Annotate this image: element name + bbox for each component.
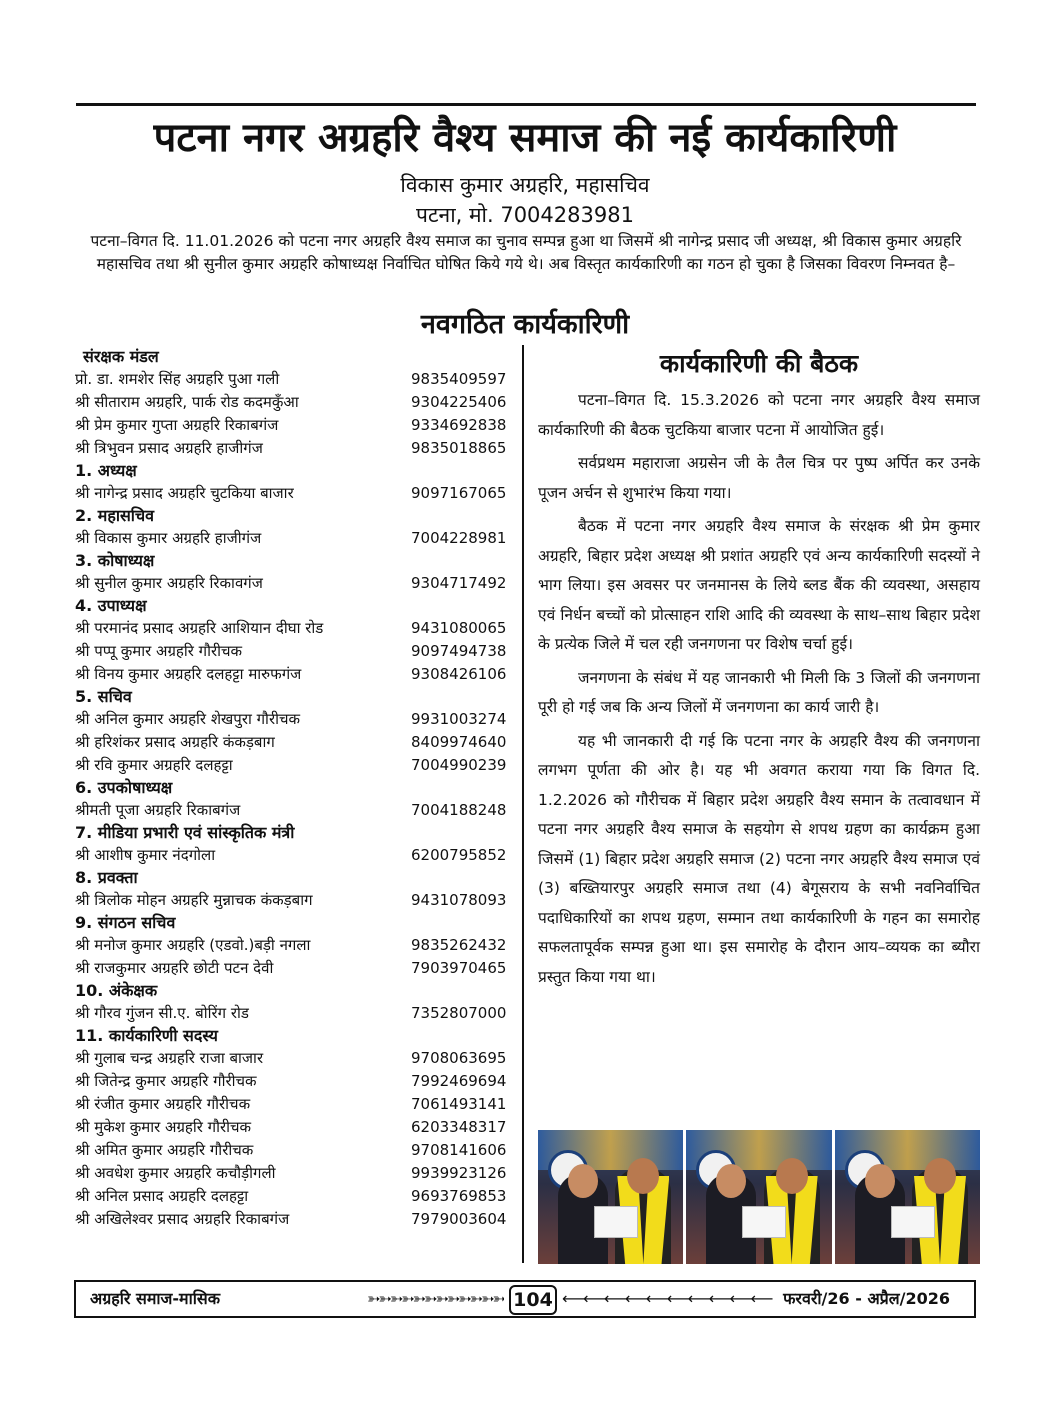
member-row <box>75 663 515 686</box>
meeting-paragraph: जनगणना के संबंध में यह जानकारी भी मिली कि 3 जिलों की जनगणना पूरी हो गई जब कि अन्य जिलों में जनगणना का कार्य जारी है। <box>538 668 980 716</box>
member-row <box>75 1162 515 1185</box>
ornament-right-icon: ⟵⟵⟵⟵⟵⟵⟵⟵⟵⟵ <box>562 1289 772 1308</box>
member-row <box>75 708 515 731</box>
member-name: श्री राजकुमार अग्रहरि छोटी पटन देवी <box>75 959 274 977</box>
member-row <box>75 957 515 980</box>
member-name: श्री जितेन्द्र कुमार अग्रहरि गौरीचक <box>75 1072 257 1090</box>
byline-place: पटना, मो. 7004283981 <box>416 203 634 227</box>
member-name: श्री विनय कुमार अग्रहरि दलहट्टा मारुफगंज <box>75 665 302 683</box>
intro-paragraph: पटना–विगत दि. 11.01.2026 को पटना नगर अग्रहरि वैश्य समाज का चुनाव सम्पन्न हुआ था जिसमें श्री नागेन्द्र प्रसाद जी अध्यक्ष, श्री विकास कुमार अग्रहरि महासचिव तथा श्री सुनील कुमार अग्रहरि कोषाध्यक्ष निर्वाचित घोषित किये गये थे। अब विस्तृत कार्यकारिणी का गठन हो चुका है जिसका विवरण निम्नवत है– <box>90 232 962 273</box>
member-row <box>75 1047 515 1070</box>
member-name: श्री रवि कुमार अग्रहरि दलहट्टा <box>75 756 233 774</box>
member-row <box>75 391 515 414</box>
member-phone: 9304225406 <box>411 393 507 411</box>
member-phone: 9431080065 <box>411 619 507 637</box>
member-name: श्री मनोज कुमार अग्रहरि (एडवो.)बड़ी नगला <box>75 936 311 954</box>
page-footer <box>74 1280 976 1318</box>
member-phone: 6203348317 <box>411 1118 507 1136</box>
member-row <box>75 1002 515 1025</box>
member-phone: 9931003274 <box>411 710 507 728</box>
member-row <box>75 617 515 640</box>
committee-list <box>75 346 515 1231</box>
page-number: 104 <box>509 1285 557 1315</box>
member-name: श्री गौरव गुंजन सी.ए. बोरिंग रोड <box>75 1004 249 1022</box>
member-name: श्री त्रिलोक मोहन अग्रहरि मुन्नाचक कंकड़बाग <box>75 891 313 909</box>
member-row <box>75 844 515 867</box>
member-name: श्री आशीष कुमार नंदगोला <box>75 846 216 864</box>
member-phone: 9097167065 <box>411 484 507 502</box>
member-row <box>75 889 515 912</box>
member-name: श्री अमित कुमार अग्रहरि गौरीचक <box>75 1141 254 1159</box>
member-phone: 8409974640 <box>411 733 507 751</box>
member-row <box>75 1185 515 1208</box>
member-row <box>75 1070 515 1093</box>
member-phone: 9431078093 <box>411 891 507 909</box>
member-row <box>75 572 515 595</box>
member-name: श्रीमती पूजा अग्रहरि रिकाबगंज <box>75 801 241 819</box>
member-row <box>75 414 515 437</box>
member-phone: 7979003604 <box>411 1210 507 1228</box>
member-row <box>75 1093 515 1116</box>
top-rule <box>76 103 976 106</box>
member-name: श्री रंजीत कुमार अग्रहरि गौरीचक <box>75 1095 251 1113</box>
member-name: श्री अखिलेश्वर प्रसाद अग्रहरि रिकाबगंज <box>75 1210 290 1228</box>
event-photo <box>538 1130 683 1264</box>
member-name: श्री परमानंद प्रसाद अग्रहरि आशियान दीघा रोड <box>75 619 324 637</box>
member-name: श्री सुनील कुमार अग्रहरि रिकावगंज <box>75 574 263 592</box>
member-row <box>75 1116 515 1139</box>
ornament-left-icon: ➳➳➳➳➳➳➳➳➳➳➳➳ <box>367 1289 504 1308</box>
member-name: श्री पप्पू कुमार अग्रहरि गौरीचक <box>75 642 243 660</box>
event-photo <box>835 1130 980 1264</box>
member-row <box>75 527 515 550</box>
committee-group-label: 3. कोषाध्यक्ष <box>75 551 155 570</box>
member-row <box>75 437 515 460</box>
member-row <box>75 1139 515 1162</box>
member-row <box>75 1208 515 1231</box>
committee-group-label: 8. प्रवक्ता <box>75 868 138 887</box>
member-phone: 9835262432 <box>411 936 507 954</box>
member-phone: 9308426106 <box>411 665 507 683</box>
member-name: श्री हरिशंकर प्रसाद अग्रहरि कंकड़बाग <box>75 733 275 751</box>
member-phone: 9835409597 <box>411 370 507 388</box>
issue-date: फरवरी/26 - अप्रैल/2026 <box>783 1289 950 1308</box>
member-row <box>75 368 515 391</box>
column-divider <box>522 345 524 1263</box>
member-row <box>75 482 515 505</box>
member-name: श्री अनिल कुमार अग्रहरि शेखपुरा गौरीचक <box>75 710 301 728</box>
committee-group-label: 11. कार्यकारिणी सदस्य <box>75 1026 218 1045</box>
committee-group-label: 10. अंकेक्षक <box>75 981 158 1000</box>
event-photos <box>538 1130 980 1264</box>
member-name: श्री मुकेश कुमार अग्रहरि गौरीचक <box>75 1118 252 1136</box>
byline-name: विकास कुमार अग्रहरि, महासचिव <box>400 173 650 197</box>
meeting-paragraph: पटना–विगत दि. 15.3.2026 को पटना नगर अग्रहरि वैश्य समाज कार्यकारिणी की बैठक चुटकिया बाजार पटना में आयोजित हुई। <box>538 391 980 439</box>
committee-group-label: 5. सचिव <box>75 687 132 706</box>
article-title: पटना नगर अग्रहरि वैश्य समाज की नई कार्यकारिणी <box>153 115 897 161</box>
member-phone: 9708063695 <box>411 1049 507 1067</box>
meeting-paragraph: बैठक में पटना नगर अग्रहरि वैश्य समाज के संरक्षक श्री प्रेम कुमार अग्रहरि, बिहार प्रदेश अध्यक्ष श्री प्रशांत अग्रहरि एवं अन्य कार्यकारिणी सदस्यों ने भाग लिया। इस अवसर पर जनमानस के लिये ब्लड बैंक की व्यवस्था, असहाय एवं निर्धन बच्चों को प्रोत्साहन राशि आदि की व्यवस्था के साथ–साथ बिहार प्रदेश के प्रत्येक जिले में चल रही जनगणना पर विशेष चर्चा हुई। <box>538 517 980 653</box>
member-phone: 7992469694 <box>411 1072 507 1090</box>
member-phone: 7004990239 <box>411 756 507 774</box>
member-phone: 9708141606 <box>411 1141 507 1159</box>
member-name: श्री प्रेम कुमार गुप्ता अग्रहरि रिकाबगंज <box>75 416 279 434</box>
committee-group-label: 7. मीडिया प्रभारी एवं सांस्कृतिक मंत्री <box>75 823 295 842</box>
committee-group-label: संरक्षक मंडल <box>83 347 159 366</box>
meeting-paragraph: यह भी जानकारी दी गई कि पटना नगर के अग्रहरि वैश्य की जनगणना लगभग पूर्णता की ओर है। यह भी अवगत कराया गया कि विगत दि. 1.2.2026 को गौरीचक में बिहार प्रदेश अग्रहरि वैश्य समान के तत्वावधान में पटना नगर अग्रहरि वैश्य समाज के सहयोग से शपथ ग्रहण का कार्यक्रम हुआ जिसमें (1) बिहार प्रदेश अग्रहरि समाज (2) पटना नगर अग्रहरि वैश्य समाज एवं (3) बख्तियारपुर अग्रहरि समाज तथा (4) बेगूसराय के सभी नवनिर्वाचित पदाधिकारियों का शपथ ग्रहण, सम्मान तथा कार्यकारिणी के गहन का समारोह सफलतापूर्वक सम्पन्न हुआ था। इस समारोह के दौरान आय–व्ययक का ब्यौरा प्रस्तुत किया गया था। <box>538 731 980 986</box>
member-name: श्री त्रिभुवन प्रसाद अग्रहरि हाजीगंज <box>75 439 263 457</box>
member-phone: 9835018865 <box>411 439 507 457</box>
committee-group-label: 1. अध्यक्ष <box>75 461 137 480</box>
member-name: श्री नागेन्द्र प्रसाद अग्रहरि चुटकिया बाजार <box>75 484 294 502</box>
member-name: श्री अनिल प्रसाद अग्रहरि दलहट्टा <box>75 1187 249 1205</box>
member-phone: 7903970465 <box>411 959 507 977</box>
committee-group-label: 6. उपकोषाध्यक्ष <box>75 778 173 797</box>
member-phone: 7061493141 <box>411 1095 507 1113</box>
member-name: श्री विकास कुमार अग्रहरि हाजीगंज <box>75 529 262 547</box>
member-name: श्री गुलाब चन्द्र अग्रहरि राजा बाजार <box>75 1049 264 1067</box>
member-phone: 9693769853 <box>411 1187 507 1205</box>
meeting-column <box>538 346 980 996</box>
member-phone: 7004228981 <box>411 529 507 547</box>
member-phone: 6200795852 <box>411 846 507 864</box>
member-name: प्रो. डा. शमशेर सिंह अग्रहरि पुआ गली <box>75 370 280 388</box>
member-phone: 7352807000 <box>411 1004 507 1022</box>
member-phone: 9939923126 <box>411 1164 507 1182</box>
member-phone: 7004188248 <box>411 801 507 819</box>
member-phone: 9334692838 <box>411 416 507 434</box>
member-name: श्री अवधेश कुमार अग्रहरि कचौड़ीगली <box>75 1164 276 1182</box>
member-phone: 9304717492 <box>411 574 507 592</box>
section-heading: नवगठित कार्यकारिणी <box>420 309 630 340</box>
event-photo <box>686 1130 831 1264</box>
member-row <box>75 799 515 822</box>
committee-group-label: 4. उपाध्यक्ष <box>75 596 147 615</box>
meeting-paragraph: सर्वप्रथम महाराजा अग्रसेन जी के तैल चित्र पर पुष्प अर्पित कर उनके पूजन अर्चन से शुभारंभ किया गया। <box>538 454 980 502</box>
member-row <box>75 640 515 663</box>
meeting-heading: कार्यकारिणी की बैठक <box>659 349 859 378</box>
committee-group-label: 9. संगठन सचिव <box>75 913 176 932</box>
member-name: श्री सीताराम अग्रहरि, पार्क रोड कदमकुँआ <box>75 393 299 411</box>
member-row <box>75 731 515 754</box>
member-row <box>75 934 515 957</box>
member-row <box>75 754 515 777</box>
member-phone: 9097494738 <box>411 642 507 660</box>
committee-group-label: 2. महासचिव <box>75 506 155 525</box>
magazine-name: अग्रहरि समाज-मासिक <box>90 1289 221 1308</box>
